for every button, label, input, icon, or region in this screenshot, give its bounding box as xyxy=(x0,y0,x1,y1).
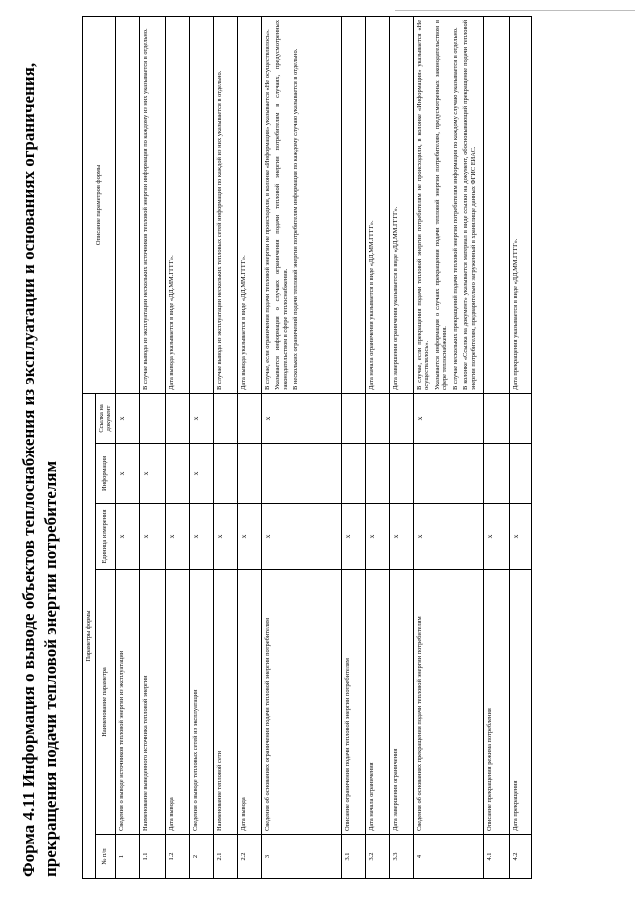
row-name: Дата вывода xyxy=(165,570,189,835)
description-paragraph: Дата прекращения указывается в виде «ДД.ММ.ГГГГ». xyxy=(511,238,519,390)
table-row xyxy=(483,16,509,878)
row-info xyxy=(341,444,365,504)
row-info xyxy=(509,444,531,504)
table-row xyxy=(189,16,213,878)
row-description xyxy=(115,16,139,393)
row-link: x xyxy=(189,393,213,443)
row-info: x xyxy=(115,444,139,504)
row-link xyxy=(237,393,261,443)
row-num: 1 xyxy=(115,835,139,879)
row-description xyxy=(213,16,237,393)
header-num: № п/п xyxy=(95,835,115,879)
row-link xyxy=(213,393,237,443)
row-num: 2.2 xyxy=(237,835,261,879)
row-unit: x xyxy=(139,504,165,570)
row-info xyxy=(261,444,341,504)
row-name: Сведения об основаниях прекращения подачи тепловой энергии потребителям xyxy=(413,570,483,835)
form-title xyxy=(18,17,62,877)
row-name: Сведения об основаниях ограничения подачи тепловой энергии потребителям xyxy=(261,570,341,835)
row-unit: x xyxy=(341,504,365,570)
row-num: 4 xyxy=(413,835,483,879)
row-description xyxy=(237,16,261,393)
row-link xyxy=(139,393,165,443)
table-row xyxy=(165,16,189,878)
table-row xyxy=(365,16,389,878)
row-unit: x xyxy=(509,504,531,570)
header-description: Описание параметров формы xyxy=(83,16,116,393)
row-description xyxy=(165,16,189,393)
row-info: x xyxy=(189,444,213,504)
row-unit: x xyxy=(165,504,189,570)
row-unit: x xyxy=(189,504,213,570)
description-paragraph: В колонке «Ссылка на документ» указывается материал в виде ссылки на документ, обосновывающий прекращение подачи тепловой энергии потребителям, предварительно загруженный в хранилище данных ФГИС ЕИАС. xyxy=(462,19,477,390)
row-link xyxy=(509,393,531,443)
row-name: Дата вывода xyxy=(237,570,261,835)
row-link xyxy=(483,393,509,443)
row-unit: x xyxy=(261,504,341,570)
table-row xyxy=(237,16,261,878)
row-link xyxy=(165,393,189,443)
header-name: Наименование параметра xyxy=(95,570,115,835)
row-num: 1.2 xyxy=(165,835,189,879)
top-rule xyxy=(395,10,635,11)
row-link xyxy=(389,393,413,443)
form-table xyxy=(82,16,532,879)
table-row xyxy=(413,16,483,878)
row-description xyxy=(189,16,213,393)
row-info xyxy=(165,444,189,504)
description-paragraph: В случае вывода из эксплуатации нескольких тепловых сетей информация по каждой из них указывается в отдельно. xyxy=(215,70,223,390)
row-num: 4.1 xyxy=(483,835,509,879)
description-paragraph: В случае нескольких прекращений подачи тепловой энергии потребителям информация по каждому случаю указывается в отдельно. xyxy=(451,27,459,390)
row-name: Наименование тепловой сети xyxy=(213,570,237,835)
table-row xyxy=(389,16,413,878)
form-title-line-1: Форма 4.11 Информация о выводе объектов теплоснабжения из эксплуатации и основаниях ограничения, xyxy=(19,62,38,877)
row-description xyxy=(413,16,483,393)
row-num: 1.1 xyxy=(139,835,165,879)
row-info: x xyxy=(139,444,165,504)
row-unit: x xyxy=(483,504,509,570)
description-paragraph: В нескольких ограничений подачи тепловой энергии потребителям информация по каждому случаю указывается в отдельно. xyxy=(292,48,300,390)
row-name: Дата завершения ограничения xyxy=(389,570,413,835)
description-paragraph: Указывается информация о случаях ограничения подачи тепловой энергии потребителям в случаях, предусмотренных законодательством в сфере теплоснабжения. xyxy=(274,19,289,390)
row-info xyxy=(213,444,237,504)
row-description xyxy=(509,16,531,393)
table-row xyxy=(509,16,531,878)
row-info xyxy=(237,444,261,504)
table-row xyxy=(139,16,165,878)
row-name: Наименование выведенного источника тепловой энергии xyxy=(139,570,165,835)
row-link xyxy=(341,393,365,443)
row-num: 2.1 xyxy=(213,835,237,879)
row-description xyxy=(341,16,365,393)
row-name: Описание прекращения режима потребления xyxy=(483,570,509,835)
row-description xyxy=(261,16,341,393)
form-title-line-2: прекращения подачи тепловой энергии потребителям xyxy=(41,460,60,877)
row-name: Дата начала ограничения xyxy=(365,570,389,835)
row-num: 3.3 xyxy=(389,835,413,879)
table-body xyxy=(115,16,531,878)
row-info xyxy=(413,444,483,504)
description-paragraph: Указывается информация о случаях прекращения подачи тепловой энергии потребителям, предусмотренных законодательством в сфере теплоснабжения. xyxy=(433,19,449,390)
header-params-group: Параметры формы xyxy=(83,393,96,878)
row-name: Дата прекращения xyxy=(509,570,531,835)
row-name: Описание ограничения подачи тепловой энергии потребителям xyxy=(341,570,365,835)
row-unit: x xyxy=(389,504,413,570)
row-unit: x xyxy=(213,504,237,570)
row-info xyxy=(483,444,509,504)
row-link xyxy=(365,393,389,443)
description-paragraph: Дата завершения ограничения указывается в виде «ДД.ММ.ГГГГ». xyxy=(391,206,399,390)
row-unit: x xyxy=(365,504,389,570)
row-num: 4.2 xyxy=(509,835,531,879)
row-num: 3 xyxy=(261,835,341,879)
row-info xyxy=(389,444,413,504)
description-paragraph: В случае, если ограничения подачи тепловой энергии не происходили, в колонке «Информация» указывается «Не осуществлялось». xyxy=(263,29,271,390)
row-unit: x xyxy=(237,504,261,570)
header-info: Информация xyxy=(95,444,115,504)
table-row xyxy=(115,16,139,878)
header-row-group xyxy=(83,16,96,878)
row-description xyxy=(389,16,413,393)
description-paragraph: Дата вывода указывается в виде «ДД.ММ.ГГГГ». xyxy=(167,255,175,390)
row-unit: x xyxy=(413,504,483,570)
row-description xyxy=(365,16,389,393)
description-paragraph: Дата вывода указывается в виде «ДД.ММ.ГГГГ». xyxy=(239,255,247,390)
description-paragraph: В случае, если прекращения подачи тепловой энергии потребителям не происходили, в колонке «Информация» указывается «Не осуществлялось». xyxy=(415,19,431,390)
table-row xyxy=(213,16,237,878)
row-num: 3.2 xyxy=(365,835,389,879)
row-name: Сведения о выводе тепловых сетей из эксплуатации xyxy=(189,570,213,835)
row-unit: x xyxy=(115,504,139,570)
header-unit: Единица измерения xyxy=(95,504,115,570)
table-row xyxy=(341,16,365,878)
row-link: x xyxy=(261,393,341,443)
row-num: 2 xyxy=(189,835,213,879)
description-paragraph: Дата начала ограничения указывается в виде «ДД.ММ.ГГГГ». xyxy=(367,220,375,390)
table-row xyxy=(261,16,341,878)
row-link: x xyxy=(115,393,139,443)
description-paragraph: В случае вывода из эксплуатации нескольких источников тепловой энергии информация по каждому из них указывается в отдельно. xyxy=(141,28,149,390)
row-link: x xyxy=(413,393,483,443)
row-num: 3.1 xyxy=(341,835,365,879)
row-info xyxy=(365,444,389,504)
row-description xyxy=(139,16,165,393)
row-description xyxy=(483,16,509,393)
row-name: Сведения о выводе источников тепловой энергии из эксплуатации xyxy=(115,570,139,835)
rotated-page xyxy=(18,17,618,887)
header-link: Ссылка на документ xyxy=(95,393,115,443)
